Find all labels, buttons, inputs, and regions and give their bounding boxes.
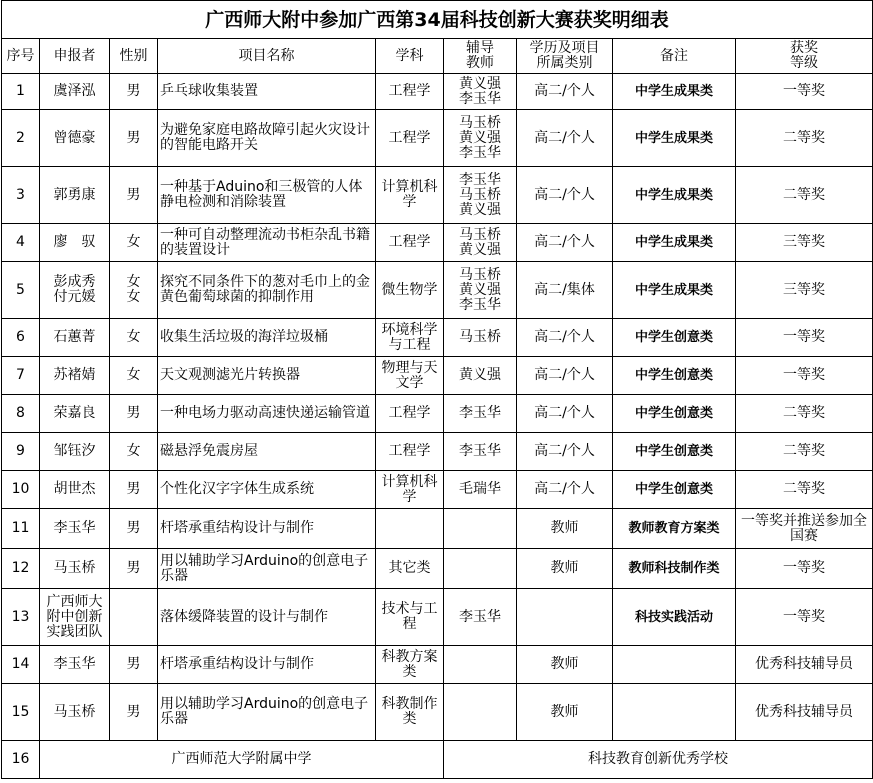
header-project: 项目名称 (158, 39, 376, 74)
header-subject: 学科 (376, 39, 444, 74)
table-row (2, 74, 873, 110)
remark-cell: 中学生成果类 (613, 110, 736, 167)
tutor-cell-line: 李玉华 (459, 443, 501, 459)
row-no: 1 (2, 74, 40, 110)
award-cell: 一等奖 (736, 549, 873, 589)
project-cell: 一种可自动整理流动书柜杂乱书籍的装置设计 (158, 224, 376, 262)
table-row (2, 684, 873, 741)
remark-cell: 中学生创意类 (613, 471, 736, 509)
tutor-cell (444, 646, 517, 684)
edu-cell: 高二/个人 (517, 471, 613, 509)
table-title: 广西师大附中参加广西第34届科技创新大赛获奖明细表 (2, 1, 873, 39)
tutor-cell-line: 黄义强 (459, 201, 501, 218)
remark-cell: 中学生成果类 (613, 224, 736, 262)
tutor-cell-line: 黄义强 (459, 241, 501, 258)
tutor-cell-line: 黄义强 (459, 367, 501, 383)
header-tutor (444, 39, 517, 74)
header-tutor-line1: 辅导 (466, 40, 494, 56)
tutor-cell (444, 110, 517, 167)
edu-cell: 高二/个人 (517, 224, 613, 262)
subject-cell: 科教制作类 (376, 684, 444, 741)
tutor-cell (444, 509, 517, 549)
applicant-cell (40, 433, 110, 471)
title-row (2, 1, 873, 39)
remark-cell: 中学生创意类 (613, 357, 736, 395)
edu-cell: 教师 (517, 509, 613, 549)
award-cell: 三等奖 (736, 224, 873, 262)
project-cell: 为避免家庭电路故障引起火灾设计的智能电路开关 (158, 110, 376, 167)
header-row (2, 39, 873, 74)
award-cell: 三等奖 (736, 262, 873, 319)
applicant-cell-line: 石蕙菁 (53, 329, 96, 345)
tutor-cell (444, 262, 517, 319)
remark-cell: 教师教育方案类 (613, 509, 736, 549)
edu-cell: 高二/集体 (517, 262, 613, 319)
row-no: 6 (2, 319, 40, 357)
subject-cell: 工程学 (376, 74, 444, 110)
tutor-cell-line: 马玉桥 (459, 266, 501, 283)
gender-cell-line: 男 (126, 481, 141, 497)
gender-cell-line: 女 (126, 289, 141, 305)
applicant-cell (40, 684, 110, 741)
table-row (2, 224, 873, 262)
tutor-cell-line: 李玉华 (459, 405, 501, 421)
gender-cell-line: 女 (126, 443, 141, 459)
header-applicant: 申报者 (40, 39, 110, 74)
gender-cell-line: 男 (126, 186, 141, 203)
tutor-cell (444, 319, 517, 357)
row-no: 3 (2, 167, 40, 224)
footer-row (2, 741, 873, 779)
project-cell: 杆塔承重结构设计与制作 (158, 646, 376, 684)
applicant-cell (40, 589, 110, 646)
row-no: 11 (2, 509, 40, 549)
gender-cell (110, 167, 158, 224)
table-row (2, 471, 873, 509)
applicant-cell-line: 邹钰汐 (53, 443, 96, 459)
subject-cell: 技术与工程 (376, 589, 444, 646)
applicant-cell-line: 苏褚婧 (53, 367, 96, 383)
remark-cell (613, 646, 736, 684)
row-no: 9 (2, 433, 40, 471)
project-cell: 乒乓球收集装置 (158, 74, 376, 110)
remark-cell (613, 684, 736, 741)
award-cell: 二等奖 (736, 167, 873, 224)
subject-cell: 工程学 (376, 433, 444, 471)
header-edu-line2: 所属类别 (536, 55, 593, 71)
tutor-cell-line: 李玉华 (459, 608, 501, 625)
applicant-cell-line: 广西师大附中创新实践团队 (46, 593, 103, 640)
header-no: 序号 (2, 39, 40, 74)
applicant-cell-line: 荣嘉良 (53, 405, 96, 421)
project-cell: 一种基于Aduino和三极管的人体静电检测和消除装置 (158, 167, 376, 224)
remark-cell: 中学生创意类 (613, 319, 736, 357)
subject-cell (376, 509, 444, 549)
gender-cell (110, 471, 158, 509)
table-row (2, 646, 873, 684)
subject-cell: 计算机科学 (376, 471, 444, 509)
applicant-cell (40, 167, 110, 224)
tutor-cell (444, 589, 517, 646)
edu-cell: 高二/个人 (517, 433, 613, 471)
header-edu (517, 39, 613, 74)
table-row (2, 509, 873, 549)
table-row (2, 549, 873, 589)
edu-cell: 高二/个人 (517, 74, 613, 110)
award-cell: 优秀科技辅导员 (736, 684, 873, 741)
project-cell: 一种电场力驱动高速快递运输管道 (158, 395, 376, 433)
tutor-cell-line: 马玉桥 (459, 186, 501, 203)
subject-cell: 工程学 (376, 110, 444, 167)
table-row (2, 262, 873, 319)
applicant-cell-line: 郭勇康 (53, 186, 96, 203)
tutor-cell (444, 471, 517, 509)
award-cell: 二等奖 (736, 471, 873, 509)
subject-cell: 科教方案类 (376, 646, 444, 684)
applicant-cell (40, 549, 110, 589)
tutor-cell (444, 357, 517, 395)
gender-cell-line: 女 (126, 234, 141, 250)
row-no: 13 (2, 589, 40, 646)
gender-cell (110, 509, 158, 549)
header-gender: 性别 (110, 39, 158, 74)
remark-cell: 教师科技制作类 (613, 549, 736, 589)
award-cell: 优秀科技辅导员 (736, 646, 873, 684)
table-row (2, 110, 873, 167)
gender-cell (110, 319, 158, 357)
gender-cell-line: 女 (126, 329, 141, 345)
remark-cell: 科技实践活动 (613, 589, 736, 646)
gender-cell (110, 224, 158, 262)
project-cell: 天文观测滤光片转换器 (158, 357, 376, 395)
project-cell: 收集生活垃圾的海洋垃圾桶 (158, 319, 376, 357)
edu-cell: 高二/个人 (517, 167, 613, 224)
row-no: 5 (2, 262, 40, 319)
gender-cell-line: 男 (126, 703, 141, 720)
award-cell: 二等奖 (736, 433, 873, 471)
tutor-cell-line: 李玉华 (459, 296, 501, 313)
row-no: 8 (2, 395, 40, 433)
tutor-cell (444, 433, 517, 471)
award-cell: 二等奖 (736, 110, 873, 167)
row-no: 4 (2, 224, 40, 262)
applicant-cell (40, 395, 110, 433)
applicant-cell-line: 彭成秀 (53, 274, 96, 290)
edu-cell: 教师 (517, 549, 613, 589)
applicant-cell-line: 马玉桥 (53, 703, 96, 720)
gender-cell (110, 684, 158, 741)
applicant-cell-line: 曾德豪 (53, 129, 96, 146)
row-no: 15 (2, 684, 40, 741)
tutor-cell-line: 黄义强 (459, 281, 501, 298)
gender-cell-line: 男 (126, 656, 141, 672)
header-award-line2: 等级 (790, 55, 819, 71)
tutor-cell-line: 黄义强 (459, 129, 501, 146)
tutor-cell-line: 李玉华 (459, 144, 501, 161)
tutor-cell (444, 167, 517, 224)
gender-cell (110, 262, 158, 319)
row-no: 2 (2, 110, 40, 167)
project-cell: 杆塔承重结构设计与制作 (158, 509, 376, 549)
subject-cell: 工程学 (376, 395, 444, 433)
footer-no: 16 (2, 741, 40, 779)
subject-cell: 物理与天文学 (376, 357, 444, 395)
footer-honor: 科技教育创新优秀学校 (444, 741, 873, 779)
applicant-cell-line: 胡世杰 (53, 481, 96, 497)
award-cell: 二等奖 (736, 395, 873, 433)
project-cell: 用以辅助学习Arduino的创意电子乐器 (158, 684, 376, 741)
remark-cell: 中学生创意类 (613, 395, 736, 433)
row-no: 12 (2, 549, 40, 589)
award-cell: 一等奖 (736, 357, 873, 395)
award-table (1, 0, 873, 779)
tutor-cell-line: 黄义强 (459, 75, 501, 92)
table-row (2, 319, 873, 357)
award-cell: 一等奖 (736, 74, 873, 110)
tutor-cell-line: 马玉桥 (459, 329, 501, 345)
edu-cell: 教师 (517, 646, 613, 684)
tutor-cell (444, 395, 517, 433)
gender-cell (110, 74, 158, 110)
applicant-cell (40, 110, 110, 167)
header-remark: 备注 (613, 39, 736, 74)
edu-cell: 教师 (517, 684, 613, 741)
project-cell: 落体缓降装置的设计与制作 (158, 589, 376, 646)
edu-cell: 高二/个人 (517, 357, 613, 395)
subject-cell: 其它类 (376, 549, 444, 589)
gender-cell-line: 男 (126, 405, 141, 421)
header-edu-line1: 学历及项目 (529, 40, 600, 56)
gender-cell (110, 433, 158, 471)
tutor-cell (444, 684, 517, 741)
table-row (2, 589, 873, 646)
gender-cell (110, 549, 158, 589)
remark-cell: 中学生成果类 (613, 262, 736, 319)
footer-school: 广西师范大学附属中学 (40, 741, 444, 779)
tutor-cell-line: 李玉华 (459, 171, 501, 188)
edu-cell (517, 589, 613, 646)
tutor-cell-line: 毛瑞华 (459, 481, 501, 497)
applicant-cell-line: 付元媛 (53, 289, 96, 305)
remark-cell: 中学生成果类 (613, 167, 736, 224)
applicant-cell (40, 74, 110, 110)
award-cell: 一等奖 (736, 319, 873, 357)
header-award (736, 39, 873, 74)
table-row (2, 167, 873, 224)
tutor-cell-line: 李玉华 (459, 90, 501, 107)
gender-cell (110, 357, 158, 395)
applicant-cell (40, 262, 110, 319)
gender-cell-line: 男 (126, 83, 141, 99)
applicant-cell-line: 李玉华 (53, 520, 96, 536)
header-award-line1: 获奖 (790, 40, 819, 56)
applicant-cell-line: 马玉桥 (53, 560, 96, 576)
edu-cell: 高二/个人 (517, 319, 613, 357)
gender-cell (110, 646, 158, 684)
subject-cell: 微生物学 (376, 262, 444, 319)
tutor-cell (444, 549, 517, 589)
tutor-cell (444, 74, 517, 110)
project-cell: 个性化汉字字体生成系统 (158, 471, 376, 509)
gender-cell-line: 男 (126, 129, 141, 146)
edu-cell: 高二/个人 (517, 395, 613, 433)
tutor-cell-line: 马玉桥 (459, 114, 501, 131)
gender-cell (110, 395, 158, 433)
applicant-cell-line: 廖 驭 (53, 234, 96, 250)
applicant-cell (40, 471, 110, 509)
gender-cell-line: 女 (126, 274, 141, 290)
applicant-cell-line: 李玉华 (53, 656, 96, 672)
row-no: 14 (2, 646, 40, 684)
gender-cell-line: 女 (126, 367, 141, 383)
table-row (2, 395, 873, 433)
gender-cell-line: 男 (126, 560, 141, 576)
award-cell: 一等奖 (736, 589, 873, 646)
tutor-cell-line: 马玉桥 (459, 226, 501, 243)
applicant-cell (40, 357, 110, 395)
project-cell: 磁悬浮免震房屋 (158, 433, 376, 471)
applicant-cell (40, 224, 110, 262)
project-cell: 用以辅助学习Arduino的创意电子乐器 (158, 549, 376, 589)
project-cell: 探究不同条件下的葱对毛巾上的金黄色葡萄球菌的抑制作用 (158, 262, 376, 319)
table-row (2, 433, 873, 471)
subject-cell: 环境科学与工程 (376, 319, 444, 357)
subject-cell: 计算机科学 (376, 167, 444, 224)
row-no: 10 (2, 471, 40, 509)
applicant-cell (40, 646, 110, 684)
gender-cell (110, 110, 158, 167)
remark-cell: 中学生成果类 (613, 74, 736, 110)
applicant-cell (40, 319, 110, 357)
applicant-cell (40, 509, 110, 549)
edu-cell: 高二/个人 (517, 110, 613, 167)
gender-cell (110, 589, 158, 646)
row-no: 7 (2, 357, 40, 395)
remark-cell: 中学生创意类 (613, 433, 736, 471)
header-tutor-line2: 教师 (466, 55, 494, 71)
table-row (2, 357, 873, 395)
subject-cell: 工程学 (376, 224, 444, 262)
award-cell: 一等奖并推送参加全国赛 (736, 509, 873, 549)
gender-cell-line: 男 (126, 520, 141, 536)
applicant-cell-line: 虞泽泓 (53, 83, 96, 99)
tutor-cell (444, 224, 517, 262)
